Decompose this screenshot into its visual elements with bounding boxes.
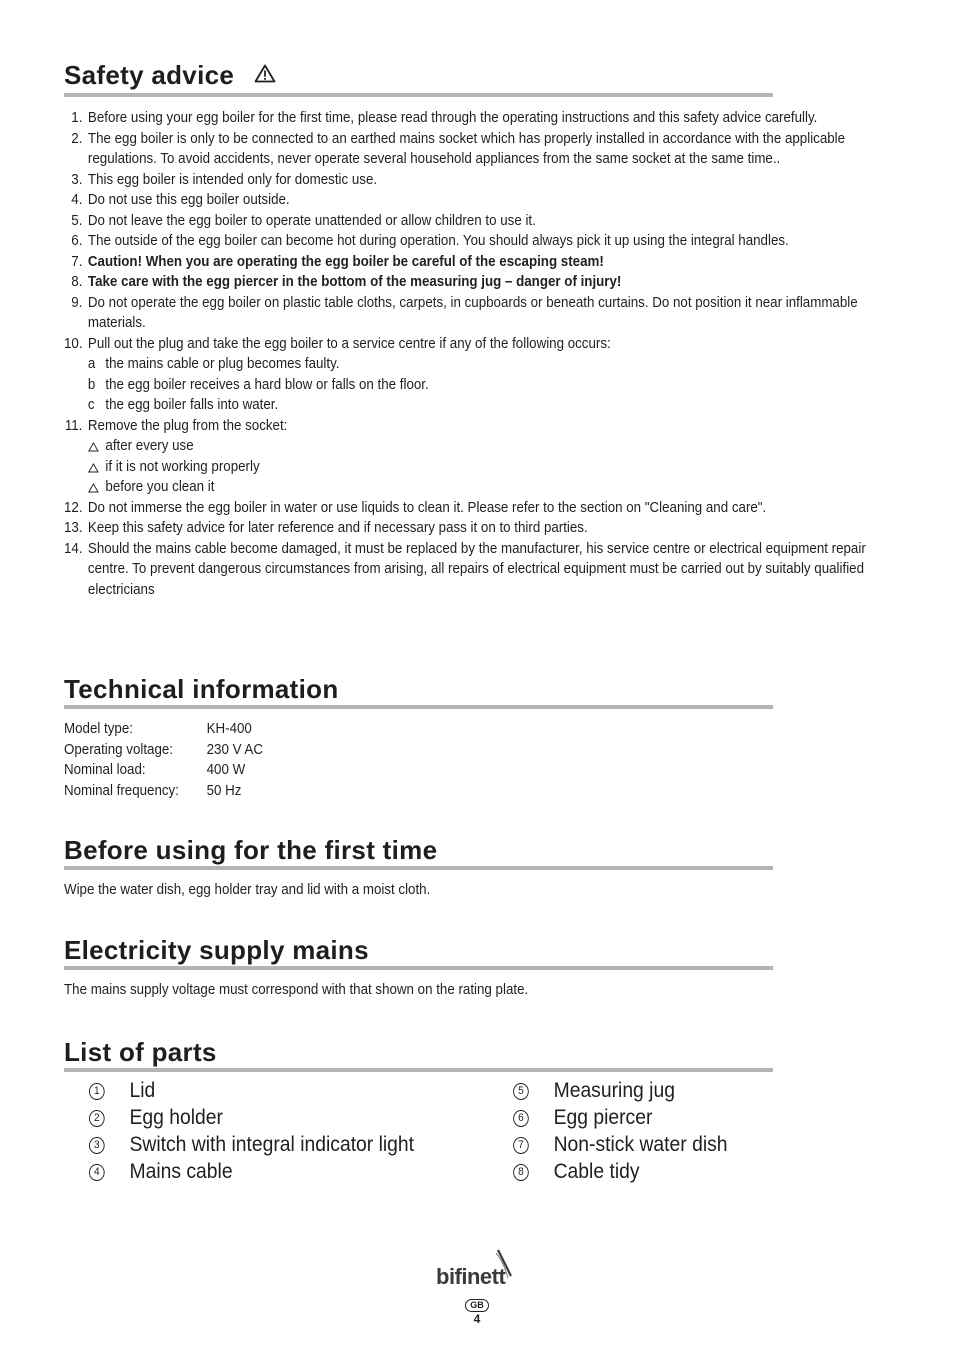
safety-item-number: 6. — [71, 233, 83, 250]
part-item — [513, 1104, 727, 1131]
safety-subitem-text: after every use — [105, 438, 194, 455]
safety-item — [64, 252, 874, 273]
spec-value: KH-400 — [206, 721, 252, 737]
spec-row — [64, 760, 818, 781]
safety-sublist — [88, 354, 874, 416]
safety-item — [64, 231, 874, 252]
safety-item-text: Do not immerse the egg boiler in water or use liquids to clean it. Please refer to the section on "Cleaning and care". — [87, 499, 767, 516]
safety-item — [64, 190, 874, 211]
part-label: Lid — [129, 1079, 156, 1102]
safety-sublist — [88, 436, 874, 498]
safety-item-text: The outside of the egg boiler can become hot during operation. You should always pick it up using the integral handles. — [87, 233, 789, 250]
parts-right-column — [513, 1077, 727, 1185]
safety-item-number: 10. — [64, 335, 83, 352]
safety-subitem — [88, 477, 874, 498]
part-item — [513, 1158, 727, 1185]
safety-item-number: 5. — [71, 212, 83, 229]
safety-item — [64, 416, 874, 498]
safety-rule — [64, 93, 773, 97]
part-number-circle: 7 — [513, 1137, 529, 1154]
technical-rule — [64, 705, 773, 709]
safety-item-number: 11. — [64, 417, 83, 434]
safety-item-text: Do not use this egg boiler outside. — [87, 192, 290, 209]
safety-item-text: Pull out the plug and take the egg boiler to a service centre if any of the following occurs: — [87, 335, 611, 352]
safety-item-number: 1. — [71, 110, 83, 127]
part-label: Measuring jug — [553, 1079, 675, 1102]
safety-subitem — [88, 395, 874, 416]
safety-item-number: 8. — [71, 274, 83, 291]
safety-item — [64, 272, 874, 293]
part-item — [89, 1077, 414, 1104]
safety-body — [64, 108, 874, 600]
spec-label: Nominal load: — [64, 762, 146, 778]
safety-item-number: 9. — [71, 294, 83, 311]
safety-subitem-letter: a — [87, 356, 96, 373]
part-number-circle: 1 — [89, 1083, 105, 1100]
safety-subitem-text: the egg boiler falls into water. — [105, 397, 279, 414]
safety-subitem — [88, 457, 874, 478]
triangle-bullet-icon — [88, 463, 99, 473]
mains-section — [64, 935, 884, 1001]
spec-row — [64, 719, 818, 740]
spec-value: 230 V AC — [206, 741, 263, 758]
safety-item — [64, 518, 874, 539]
safety-item — [64, 211, 874, 232]
part-item — [513, 1077, 727, 1104]
safety-item-text: Do not operate the egg boiler on plastic table cloths, carpets, in cupboards or beneath curtains. Do not position it near inflammable materials. — [87, 294, 858, 332]
technical-heading: Technical information — [64, 674, 339, 704]
part-item — [89, 1131, 414, 1158]
brand-logo-icon — [432, 1248, 522, 1290]
safety-item-number: 12. — [64, 499, 83, 516]
safety-item-text: Remove the plug from the socket: — [87, 417, 288, 434]
parts-heading: List of parts — [64, 1037, 217, 1067]
spec-label: Nominal frequency: — [64, 782, 179, 799]
safety-item — [64, 170, 874, 191]
spec-label: Model type: — [64, 721, 133, 737]
first-use-section — [64, 835, 884, 901]
part-number-circle: 5 — [513, 1083, 529, 1100]
parts-left-column — [89, 1077, 414, 1185]
footer — [0, 1248, 954, 1326]
first-use-heading: Before using for the first time — [64, 835, 438, 865]
safety-section — [64, 60, 884, 600]
spec-label: Operating voltage: — [64, 741, 174, 758]
parts-section — [64, 1037, 884, 1072]
part-number-circle: 2 — [89, 1110, 105, 1127]
safety-heading — [64, 60, 884, 92]
part-label: Switch with integral indicator light — [129, 1133, 415, 1156]
warning-icon — [254, 59, 276, 89]
part-item — [89, 1158, 414, 1185]
spec-value: 400 W — [206, 762, 246, 778]
safety-subitem — [88, 354, 874, 375]
triangle-bullet-icon — [88, 483, 99, 493]
country-badge: GB — [465, 1299, 489, 1312]
safety-item-text: Do not leave the egg boiler to operate unattended or allow children to use it. — [87, 212, 536, 229]
safety-item-number: 2. — [71, 130, 83, 147]
brand-text: bifinett — [436, 1264, 506, 1289]
safety-subitem-text: before you clean it — [105, 479, 215, 496]
first-use-text: Wipe the water dish, egg holder tray and lid with a moist cloth. — [64, 882, 431, 898]
safety-item-text: Caution! When you are operating the egg boiler be careful of the escaping steam! — [87, 253, 604, 270]
safety-item-text: This egg boiler is intended only for domestic use. — [87, 171, 378, 188]
safety-item-text: Before using your egg boiler for the first time, please read through the operating instructions and this safety advice carefully. — [87, 110, 818, 127]
safety-item — [64, 293, 874, 334]
part-number-circle: 4 — [89, 1164, 105, 1181]
safety-subitem-letter: b — [87, 376, 96, 393]
parts-rule — [64, 1068, 773, 1072]
page-number: 4 — [473, 1312, 481, 1326]
technical-section — [64, 674, 884, 801]
technical-spec-list — [64, 719, 818, 801]
safety-item-text: Keep this safety advice for later reference and if necessary pass it on to third parties. — [87, 520, 588, 537]
part-number-circle: 6 — [513, 1110, 529, 1127]
part-item — [89, 1104, 414, 1131]
safety-item-number: 3. — [71, 171, 83, 188]
safety-list — [64, 108, 874, 600]
part-label: Non-stick water dish — [553, 1133, 728, 1156]
safety-subitem-text: the mains cable or plug becomes faulty. — [105, 356, 340, 373]
part-label: Egg holder — [129, 1106, 223, 1129]
part-number-circle: 3 — [89, 1137, 105, 1154]
safety-item-number: 4. — [71, 192, 83, 209]
safety-item-text: The egg boiler is only to be connected to an earthed mains socket which has properly installed in accordance with the applicable regulations. To avoid accidents, never operate several household appliances from the same socket at the same time.. — [87, 130, 846, 168]
spec-row — [64, 781, 818, 802]
first-use-rule — [64, 866, 773, 870]
safety-item — [64, 498, 874, 519]
safety-item — [64, 334, 874, 416]
mains-rule — [64, 966, 773, 970]
safety-subitem-letter: c — [87, 397, 95, 414]
mains-text: The mains supply voltage must correspond with that shown on the rating plate. — [64, 982, 529, 998]
spec-value: 50 Hz — [206, 782, 242, 799]
mains-heading: Electricity supply mains — [64, 935, 369, 965]
part-label: Mains cable — [129, 1160, 233, 1183]
part-label: Cable tidy — [553, 1160, 640, 1183]
safety-item — [64, 108, 874, 129]
part-label: Egg piercer — [553, 1106, 653, 1129]
triangle-bullet-icon — [88, 442, 99, 452]
safety-subitem-text: the egg boiler receives a hard blow or falls on the floor. — [105, 376, 429, 393]
part-item — [513, 1131, 727, 1158]
safety-title: Safety advice — [64, 60, 235, 90]
part-number-circle: 8 — [513, 1164, 529, 1181]
safety-item-text: Should the mains cable become damaged, it must be replaced by the manufacturer, his service centre or electrical equipment repair centre. To prevent dangerous circumstances from arising, all repairs of electrical equipment must be carried out by suitably qualified electricians — [87, 540, 866, 598]
brand-logo — [0, 1248, 954, 1295]
safety-item-number: 7. — [71, 253, 83, 270]
safety-item-number: 14. — [64, 540, 83, 557]
safety-item-text: Take care with the egg piercer in the bottom of the measuring jug – danger of injury! — [87, 274, 622, 291]
spec-row — [64, 740, 818, 761]
safety-item-number: 13. — [64, 520, 83, 537]
safety-item — [64, 539, 874, 601]
safety-subitem — [88, 436, 874, 457]
safety-item — [64, 129, 874, 170]
safety-subitem-text: if it is not working properly — [105, 458, 260, 475]
safety-subitem — [88, 375, 874, 396]
